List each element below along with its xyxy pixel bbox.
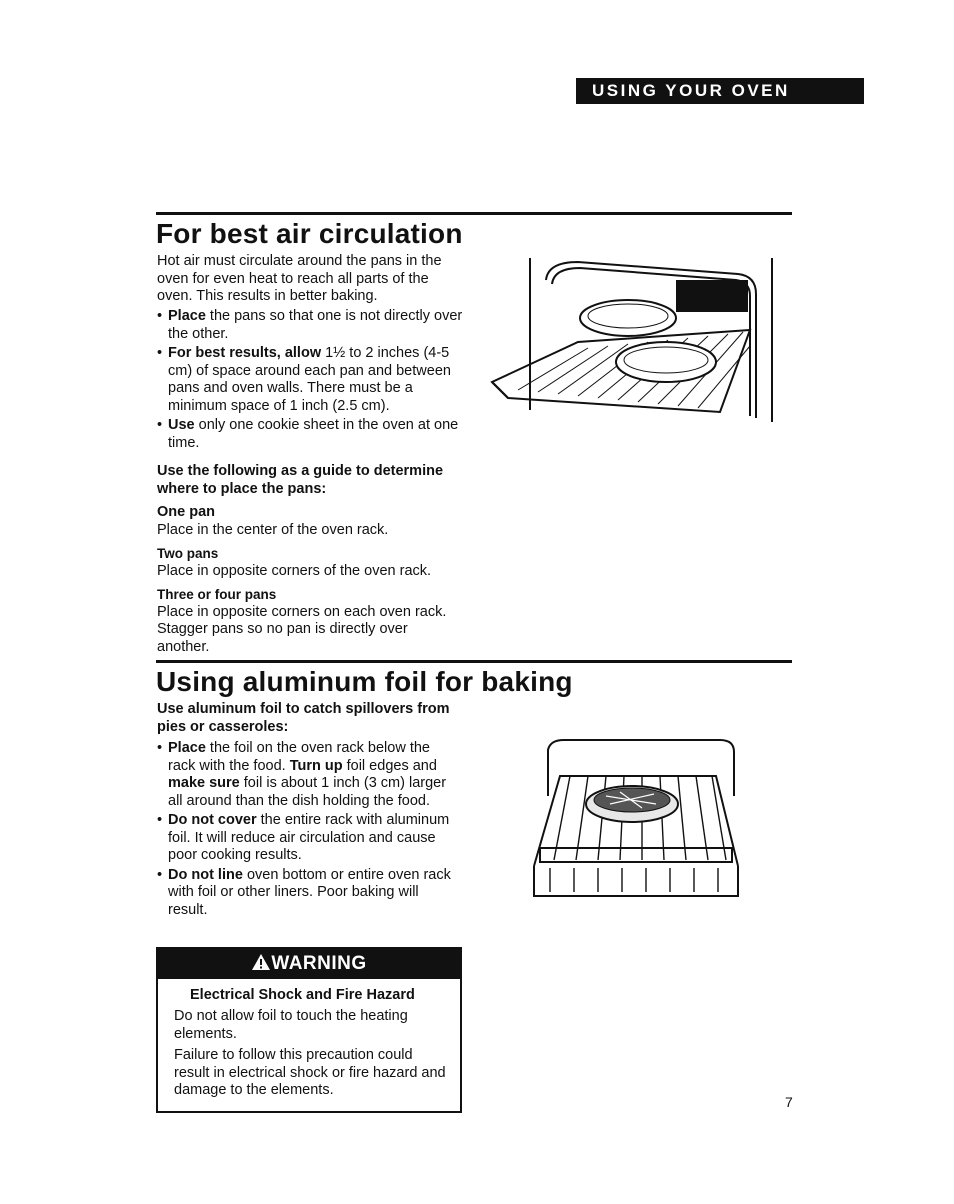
warning-text-2: Failure to follow this precaution could result in electrical shock or fire hazard and damage to the elements.: [174, 1047, 446, 1098]
list-item: • For best results, allow 1½ to 2 inches (4-5 cm) of space around each pan and between pans and oven walls. There must be a minimum space of 1 inch (2.5 cm).: [157, 345, 467, 415]
guide-title-three-four-pans: Three or four pans: [157, 587, 277, 602]
guide-text-two-pans: Place in opposite corners of the oven rack.: [157, 562, 432, 579]
guide-text-three-four-pans: Place in opposite corners on each oven rack. Stagger pans so no pan is directly over another.: [157, 603, 447, 655]
foil-subheading: Use aluminum foil to catch spillovers from pies or casseroles:: [157, 701, 450, 735]
section-title-air-circulation: For best air circulation: [156, 218, 463, 249]
warning-label: WARNING: [271, 953, 367, 974]
foil-bullets: [157, 740, 457, 921]
list-item: • Do not line oven bottom or entire oven rack with foil or other liners. Poor baking will result.: [157, 867, 457, 920]
section-divider: [156, 212, 792, 215]
air-circulation-bullets: [157, 308, 467, 454]
warning-triangle-icon: [251, 953, 271, 971]
guide-title-one-pan: One pan: [157, 504, 216, 520]
list-item: • Use only one cookie sheet in the oven at one time.: [157, 417, 467, 452]
guide-title-two-pans: Two pans: [157, 546, 219, 561]
list-item: • Place the pans so that one is not directly over the other.: [157, 308, 467, 343]
guide-text-one-pan: Place in the center of the oven rack.: [157, 521, 389, 538]
warning-banner: [156, 947, 462, 979]
pan-placement-guide: [157, 504, 477, 656]
page-number: 7: [785, 1094, 793, 1110]
section-title-aluminum-foil: Using aluminum foil for baking: [156, 666, 573, 697]
section-divider: [156, 660, 792, 663]
warning-text-1: Do not allow foil to touch the heating elements.: [174, 1008, 408, 1042]
intro-paragraph: Hot air must circulate around the pans in the oven for even heat to reach all parts of the oven. This results in better baking.: [157, 253, 442, 304]
list-item: • Do not cover the entire rack with aluminum foil. It will reduce air circulation and cause poor cooking results.: [157, 812, 457, 865]
guide-heading: Use the following as a guide to determine where to place the pans:: [157, 463, 444, 497]
list-item: • Place the foil on the oven rack below the rack with the food. Turn up foil edges and make sure foil is about 1 inch (3 cm) larger all around than the dish holding the food.: [157, 740, 457, 810]
oven-foil-illustration: [530, 736, 742, 902]
section-header-tab: USING YOUR OVEN: [576, 78, 864, 104]
warning-hazard-title: Electrical Shock and Fire Hazard: [190, 987, 415, 1003]
oven-two-pans-illustration: [488, 250, 778, 430]
